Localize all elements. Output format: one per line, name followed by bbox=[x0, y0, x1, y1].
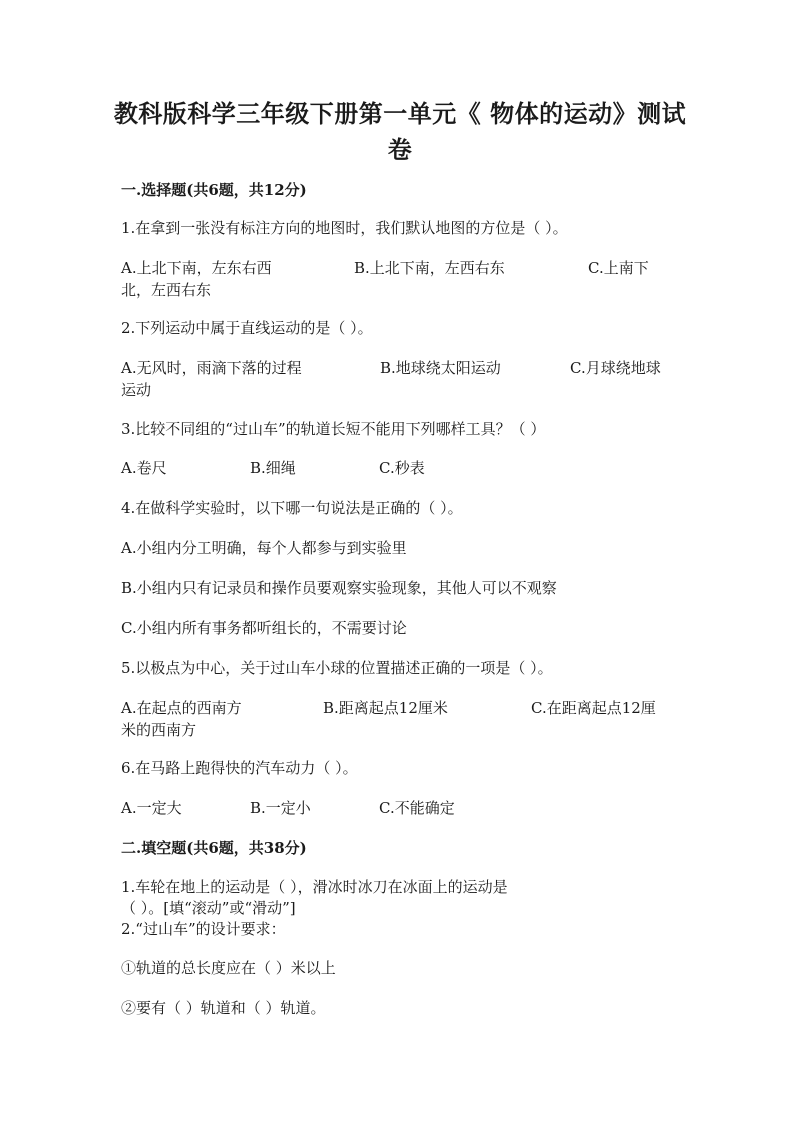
option-b: B.上北下南，左西右东 bbox=[354, 259, 505, 277]
option-c: C.秒表 bbox=[379, 459, 425, 477]
option-c-continued: 米的西南方 bbox=[121, 721, 197, 739]
option-a: A.在起点的西南方 bbox=[121, 699, 242, 717]
question-3-options bbox=[121, 458, 681, 479]
question-2: 2.下列运动中属于直线运动的是（ ）。 bbox=[121, 319, 373, 337]
question-3: 3.比较不同组的“过山车”的轨道长短不能用下列哪样工具？（ ） bbox=[121, 420, 546, 438]
option-c: C.不能确定 bbox=[379, 799, 455, 817]
question-6: 6.在马路上跑得快的汽车动力（ ）。 bbox=[121, 759, 358, 777]
option-c: C.在距离起点12厘 bbox=[531, 699, 656, 717]
option-a: A.上北下南，左东右西 bbox=[121, 259, 272, 277]
section-heading-fill: 二.填空题(共6题，共38分) bbox=[121, 839, 307, 857]
option-a: A.小组内分工明确，每个人都参与到实验里 bbox=[121, 539, 407, 557]
page-title: 教科版科学三年级下册第一单元《 物体的运动》测试卷 bbox=[113, 99, 687, 164]
option-a: A.无风时，雨滴下落的过程 bbox=[121, 359, 302, 377]
fill-question-2-item-1: ①轨道的总长度应在（ ）米以上 bbox=[121, 959, 336, 977]
question-1: 1.在拿到一张没有标注方向的地图时，我们默认地图的方位是（ ）。 bbox=[121, 219, 568, 237]
question-1-options bbox=[121, 258, 681, 279]
question-2-options bbox=[121, 358, 681, 379]
question-5: 5.以极点为中心，关于过山车小球的位置描述正确的一项是（ ）。 bbox=[121, 659, 553, 677]
question-5-options bbox=[121, 698, 681, 719]
option-c: C.小组内所有事务都听组长的，不需要讨论 bbox=[121, 619, 407, 637]
option-b: B.距离起点12厘米 bbox=[323, 699, 448, 717]
fill-question-1-continued: （ ）。[填“滚动”或“滑动”] bbox=[121, 899, 296, 917]
question-4: 4.在做科学实验时，以下哪一句说法是正确的（ ）。 bbox=[121, 499, 463, 517]
option-b: B.一定小 bbox=[250, 799, 311, 817]
question-6-options bbox=[121, 798, 681, 819]
option-b: B.小组内只有记录员和操作员要观察实验现象，其他人可以不观察 bbox=[121, 579, 557, 597]
fill-question-1: 1.车轮在地上的运动是（ ），滑冰时冰刀在冰面上的运动是 bbox=[121, 878, 508, 896]
option-b: B.地球绕太阳运动 bbox=[380, 359, 501, 377]
option-c-continued: 运动 bbox=[121, 381, 152, 399]
option-b: B.细绳 bbox=[250, 459, 296, 477]
section-heading-choice: 一.选择题(共6题，共12分) bbox=[121, 181, 307, 199]
option-c-continued: 北，左西右东 bbox=[121, 281, 212, 299]
option-c: C.上南下 bbox=[588, 259, 649, 277]
fill-question-2: 2.“过山车”的设计要求： bbox=[121, 920, 286, 938]
option-a: A.一定大 bbox=[121, 799, 182, 817]
option-c: C.月球绕地球 bbox=[570, 359, 661, 377]
fill-question-2-item-2: ②要有（ ）轨道和（ ）轨道。 bbox=[121, 999, 326, 1017]
option-a: A.卷尺 bbox=[121, 459, 167, 477]
